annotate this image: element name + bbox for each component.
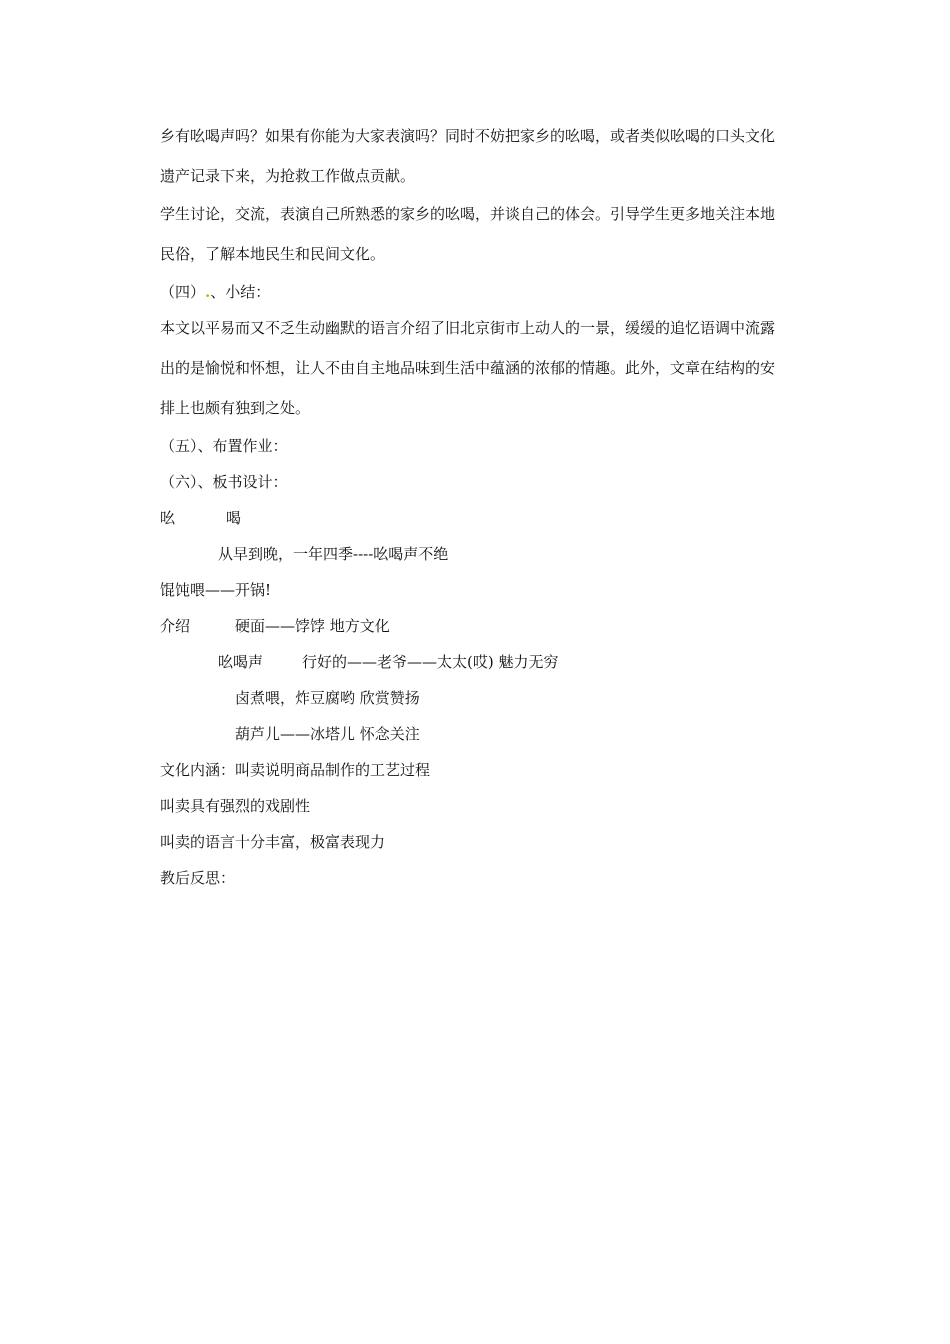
- paragraph-line: 本文以平易而又不乏生动幽默的语言介绍了旧北京街市上动人的一景，缓缓的追忆语调中流露: [160, 319, 776, 337]
- section-board-heading: （六）、板书设计：: [160, 473, 288, 491]
- section-homework-heading: （五）、布置作业：: [160, 437, 288, 455]
- board-culture-3: 叫卖的语言十分丰富，极富表现力: [160, 833, 386, 851]
- paragraph-line: 出的是愉悦和怀想，让人不由自主地品味到生活中蕴涵的浓郁的情趣。此外，文章在结构的安: [160, 359, 776, 377]
- board-title-char-b: 喝: [226, 509, 242, 527]
- board-intro-item: 硬面——饽饽 地方文化: [235, 617, 390, 635]
- board-line-example: 馄饨喂——开锅!: [160, 581, 272, 599]
- board-call-item: 行好的——老爷——太太(哎) 魅力无穷: [302, 653, 559, 671]
- marker-dot: .: [205, 283, 211, 301]
- board-intro-label: 介绍: [160, 617, 191, 635]
- board-culture-2: 叫卖具有强烈的戏剧性: [160, 797, 311, 815]
- board-call-label: 吆喝声: [218, 653, 264, 671]
- section-title: 、小结：: [210, 283, 271, 301]
- paragraph-line: 乡有吆喝声吗？如果有你能为大家表演吗？同时不妨把家乡的吆喝，或者类似吆喝的口头文化: [160, 127, 776, 145]
- paragraph-line: 民俗，了解本地民生和民间文化。: [160, 245, 386, 263]
- section-summary-heading: [160, 282, 270, 302]
- board-item-3: 卤煮喂，炸豆腐哟 欣赏赞扬: [235, 689, 420, 707]
- board-item-4: 葫芦儿——冰塔儿 怀念关注: [235, 725, 420, 743]
- board-culture-1: 文化内涵：叫卖说明商品制作的工艺过程: [160, 761, 431, 779]
- reflection-heading: 教后反思：: [160, 869, 236, 887]
- paragraph-line: 学生讨论，交流，表演自己所熟悉的家乡的吆喝，并谈自己的体会。引导学生更多地关注本地: [160, 205, 776, 223]
- section-number: （四）: [160, 283, 206, 301]
- paragraph-line: 遗产记录下来，为抢救工作做点贡献。: [160, 167, 416, 185]
- paragraph-line: 排上也颇有独到之处。: [160, 399, 311, 417]
- board-title-char-a: 吆: [160, 509, 176, 527]
- board-line-time: 从早到晚，一年四季----吆喝声不绝: [218, 545, 449, 563]
